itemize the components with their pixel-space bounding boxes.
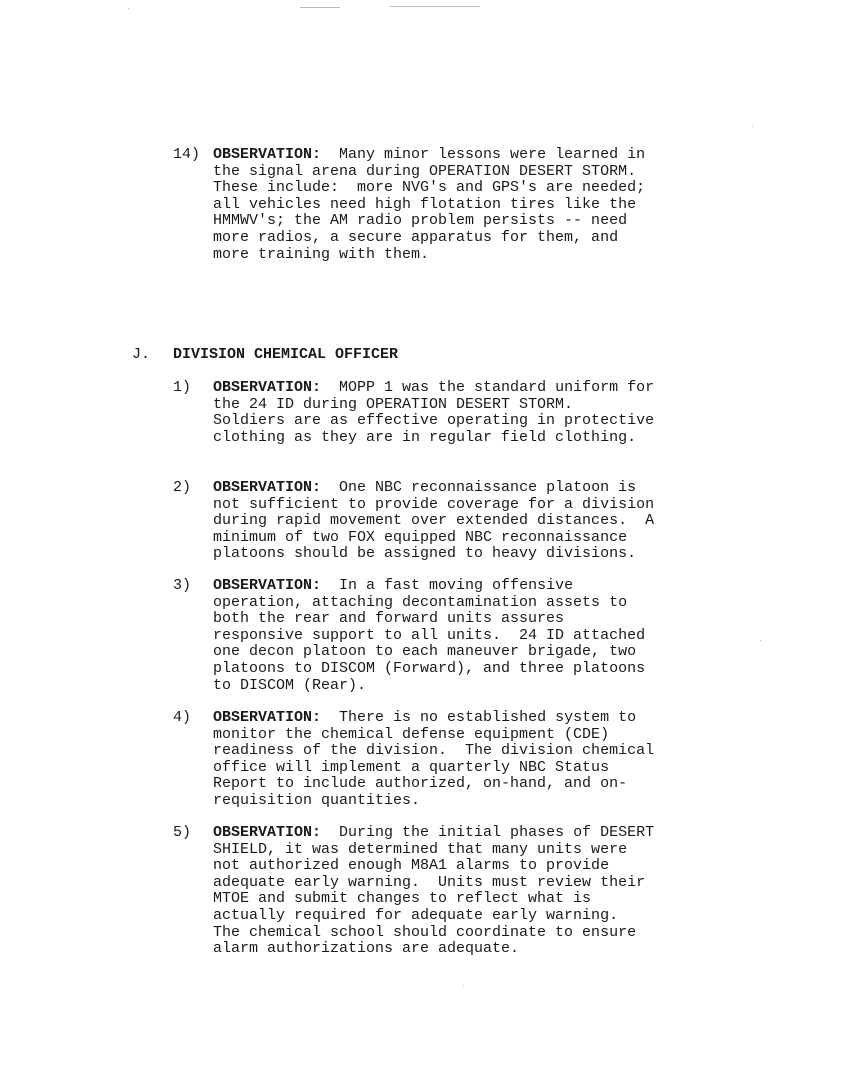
observation-label: OBSERVATION: bbox=[213, 379, 322, 396]
item-number: 5) bbox=[173, 824, 192, 841]
observation-text: OBSERVATION: Many minor lessons were learned in the signal arena during OPERATION DESERT STORM. These include: more NVG's and GPS's are needed; all vehicles need high flotation tires like the HMMWV's; the AM radio problem persists -- need more radios, a secure apparatus for them, and more training with them. bbox=[213, 146, 646, 263]
scan-speck bbox=[752, 126, 753, 127]
section-letter: J. bbox=[132, 346, 151, 363]
scan-speck bbox=[300, 7, 340, 8]
scan-speck bbox=[390, 6, 480, 7]
section-title: DIVISION CHEMICAL OFFICER bbox=[173, 346, 399, 363]
observation-text: OBSERVATION: One NBC reconnaissance platoon is not sufficient to provide coverage for a division during rapid movement over extended distances. A minimum of two FOX equipped NBC reconnaissance platoons should be assigned to heavy divisions. bbox=[213, 479, 655, 563]
observation-text: OBSERVATION: MOPP 1 was the standard uniform for the 24 ID during OPERATION DESERT STORM. Soldiers are as effective operating in protective clothing as they are in regular field clothing. bbox=[213, 379, 655, 446]
observation-label: OBSERVATION: bbox=[213, 479, 322, 496]
item-number: 4) bbox=[173, 709, 192, 726]
scan-speck bbox=[463, 985, 464, 986]
observation-text: OBSERVATION: During the initial phases of DESERT SHIELD, it was determined that many units were not authorized enough M8A1 alarms to provide adequate early warning. Units must review their MTOE and submit changes to reflect what is actually required for adequate early warning. The chemical school should coordinate to ensure alarm authorizations are adequate. bbox=[213, 824, 655, 958]
scan-speck bbox=[760, 640, 761, 641]
item-number: 3) bbox=[173, 577, 192, 594]
item-number: 14) bbox=[173, 146, 201, 163]
scan-speck bbox=[128, 8, 129, 9]
observation-label: OBSERVATION: bbox=[213, 146, 322, 163]
observation-text: OBSERVATION: In a fast moving offensive operation, attaching decontamination assets to both the rear and forward units assures responsive support to all units. 24 ID attached one decon platoon to each maneuver brigade, two platoons to DISCOM (Forward), and three platoons to DISCOM (Rear). bbox=[213, 577, 646, 694]
observation-label: OBSERVATION: bbox=[213, 709, 322, 726]
observation-text: OBSERVATION: There is no established system to monitor the chemical defense equipment (CDE) readiness of the division. The division chemical office will implement a quarterly NBC Status Report to include authorized, on-hand, and on- requisition quantities. bbox=[213, 709, 655, 809]
item-number: 2) bbox=[173, 479, 192, 496]
observation-label: OBSERVATION: bbox=[213, 824, 322, 841]
item-number: 1) bbox=[173, 379, 192, 396]
observation-label: OBSERVATION: bbox=[213, 577, 322, 594]
